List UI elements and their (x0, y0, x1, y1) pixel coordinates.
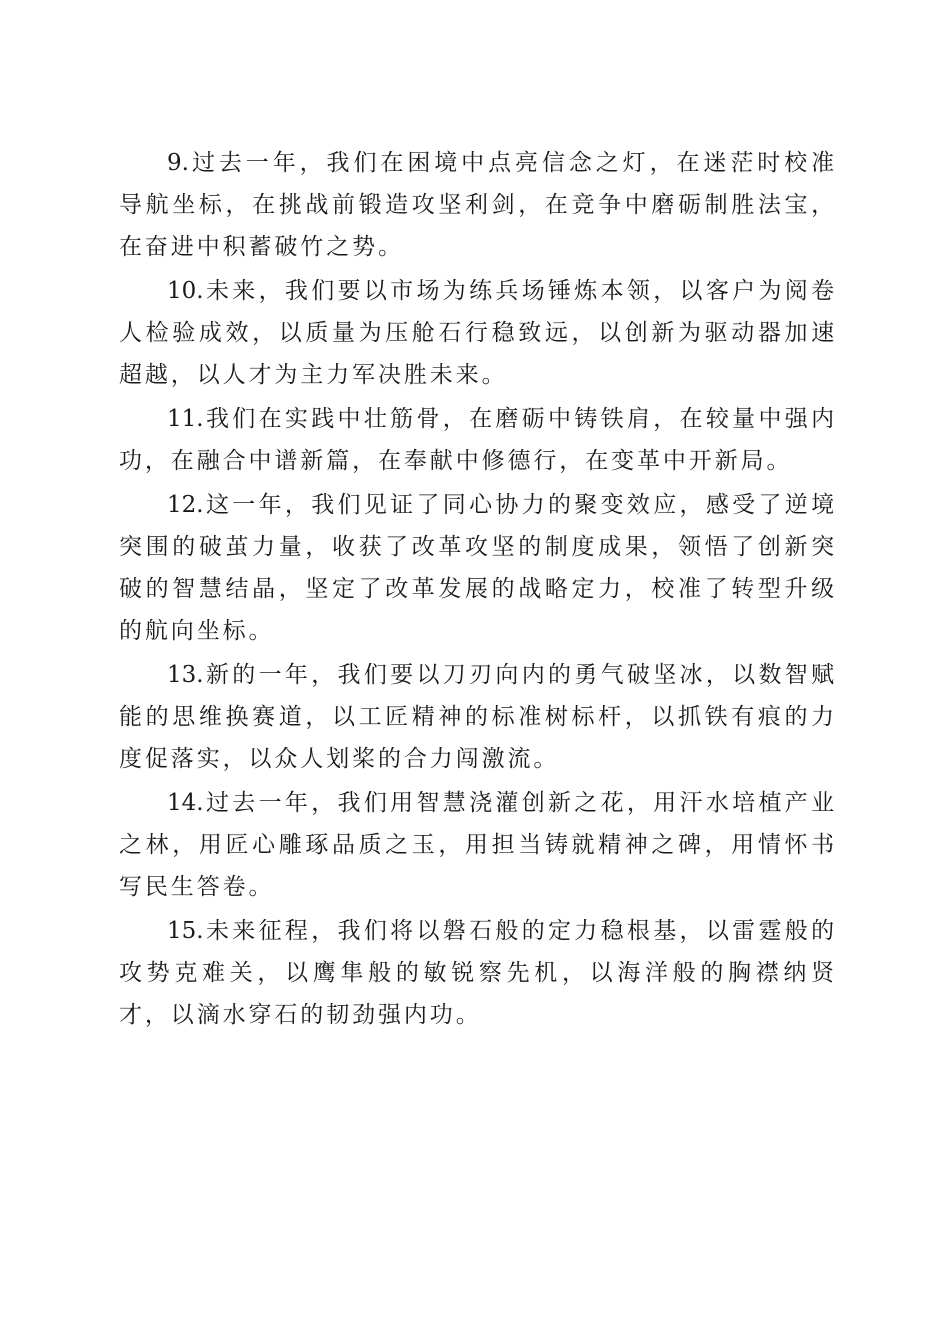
paragraph-11 (119, 398, 837, 482)
paragraph-13 (119, 654, 837, 780)
paragraph-number: 11. (167, 406, 204, 432)
paragraph-9 (119, 142, 837, 268)
paragraph-text: 未来，我们要以市场为练兵场锤炼本领，以客户为阅卷人检验成效，以质量为压舱石行稳致远，以创新为驱动器加速超越，以人才为主力军决胜未来。 (119, 278, 837, 388)
paragraph-12 (119, 484, 837, 652)
paragraph-number: 10. (167, 278, 204, 304)
paragraph-text: 过去一年，我们用智慧浇灌创新之花，用汗水培植产业之林，用匠心雕琢品质之玉，用担当铸就精神之碑，用情怀书写民生答卷。 (119, 790, 837, 900)
paragraph-text: 过去一年，我们在困境中点亮信念之灯，在迷茫时校准导航坐标，在挑战前锻造攻坚利剑，在竞争中磨砺制胜法宝，在奋进中积蓄破竹之势。 (119, 150, 837, 260)
document-body (119, 142, 837, 1036)
paragraph-number: 9. (167, 150, 189, 176)
paragraph-text: 新的一年，我们要以刀刃向内的勇气破坚冰，以数智赋能的思维换赛道，以工匠精神的标准树标杆，以抓铁有痕的力度促落实，以众人划桨的合力闯激流。 (119, 662, 837, 772)
paragraph-text: 这一年，我们见证了同心协力的聚变效应，感受了逆境突围的破茧力量，收获了改革攻坚的制度成果，领悟了创新突破的智慧结晶，坚定了改革发展的战略定力，校准了转型升级的航向坐标。 (119, 492, 837, 644)
paragraph-number: 13. (167, 662, 204, 688)
paragraph-number: 15. (167, 918, 204, 944)
paragraph-text: 我们在实践中壮筋骨，在磨砺中铸铁肩，在较量中强内功，在融合中谱新篇，在奉献中修德行，在变革中开新局。 (119, 406, 837, 474)
paragraph-number: 12. (167, 492, 204, 518)
paragraph-10 (119, 270, 837, 396)
paragraph-14 (119, 782, 837, 908)
paragraph-text: 未来征程，我们将以磐石般的定力稳根基，以雷霆般的攻势克难关，以鹰隼般的敏锐察先机，以海洋般的胸襟纳贤才，以滴水穿石的韧劲强内功。 (119, 918, 837, 1028)
paragraph-number: 14. (167, 790, 204, 816)
paragraph-15 (119, 910, 837, 1036)
